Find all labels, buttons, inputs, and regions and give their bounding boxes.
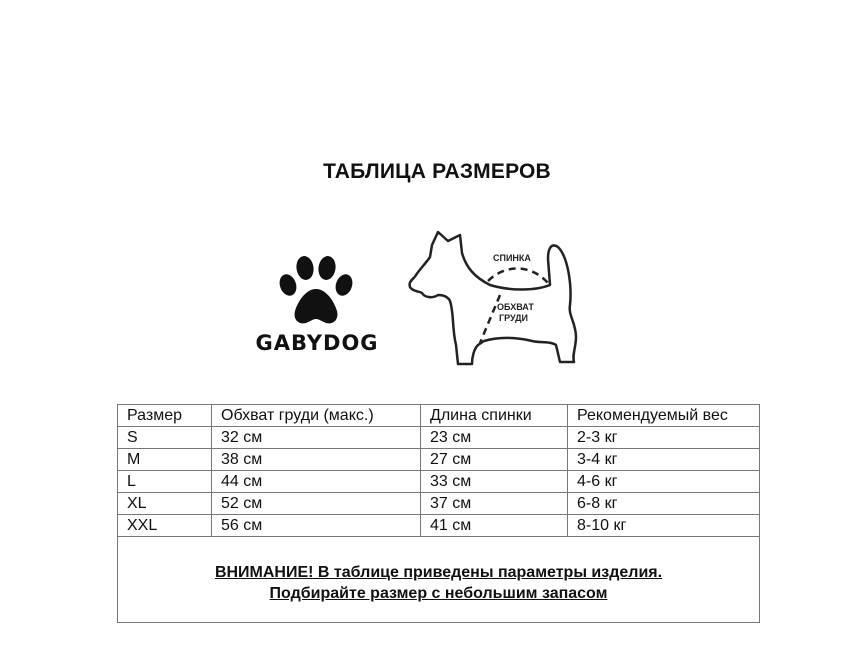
cell-size: XL bbox=[118, 493, 212, 515]
cell-size: S bbox=[118, 427, 212, 449]
cell-chest: 38 см bbox=[212, 449, 421, 471]
diagram-back-label: СПИНКА bbox=[493, 253, 531, 263]
note-warning-line: ВНИМАНИЕ! В таблице приведены параметры изделия. bbox=[214, 563, 663, 581]
cell-back-length: 41 см bbox=[421, 515, 568, 537]
cell-weight: 2-3 кг bbox=[568, 427, 760, 449]
cell-chest: 52 см bbox=[212, 493, 421, 515]
table-row bbox=[118, 515, 760, 537]
cell-weight: 3-4 кг bbox=[568, 449, 760, 471]
cell-size: L bbox=[118, 471, 212, 493]
cell-chest: 44 см bbox=[212, 471, 421, 493]
header-back-length: Длина спинки bbox=[421, 405, 568, 427]
header-size: Размер bbox=[118, 405, 212, 427]
page-title: ТАБЛИЦА РАЗМЕРОВ bbox=[323, 160, 551, 183]
table-row bbox=[118, 449, 760, 471]
header-weight: Рекомендуемый вес bbox=[568, 405, 760, 427]
cell-back-length: 33 см bbox=[421, 471, 568, 493]
cell-size: XXL bbox=[118, 515, 212, 537]
table-row bbox=[118, 471, 760, 493]
cell-chest: 32 см bbox=[212, 427, 421, 449]
cell-back-length: 27 см bbox=[421, 449, 568, 471]
diagram-chest-label-2: ГРУДИ bbox=[499, 313, 529, 323]
header-chest: Обхват груди (макс.) bbox=[212, 405, 421, 427]
paw-print-icon bbox=[276, 255, 356, 327]
cell-chest: 56 см bbox=[212, 515, 421, 537]
cell-size: M bbox=[118, 449, 212, 471]
brand-name: GABYDOG bbox=[255, 331, 379, 355]
note-row bbox=[118, 537, 760, 623]
cell-weight: 8-10 кг bbox=[568, 515, 760, 537]
cell-weight: 6-8 кг bbox=[568, 493, 760, 515]
table-row bbox=[118, 493, 760, 515]
diagram-chest-label-1: ОБХВАТ bbox=[497, 302, 534, 312]
cell-back-length: 37 см bbox=[421, 493, 568, 515]
size-table bbox=[117, 404, 760, 623]
table-header-row bbox=[118, 405, 760, 427]
cell-weight: 4-6 кг bbox=[568, 471, 760, 493]
table-row bbox=[118, 427, 760, 449]
cell-back-length: 23 см bbox=[421, 427, 568, 449]
note-advice-line: Подбирайте размер с небольшим запасом bbox=[269, 584, 608, 602]
note-cell bbox=[118, 537, 760, 623]
dog-silhouette-icon bbox=[400, 225, 590, 375]
